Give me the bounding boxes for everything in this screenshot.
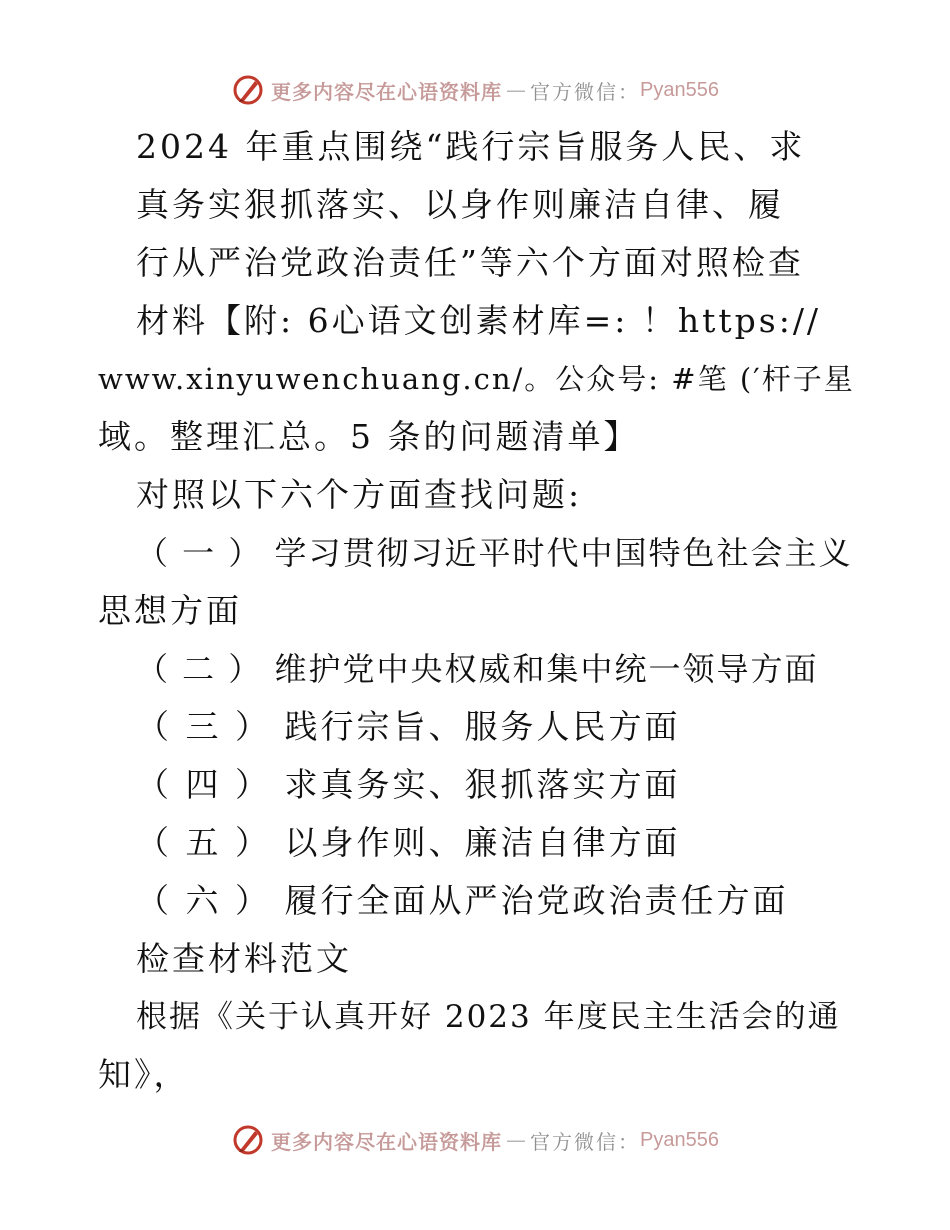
document-line: 根据《关于认真开好 2023 年度民主生活会的通: [136, 999, 841, 1035]
watermark-footer: [0, 1120, 950, 1160]
document-line: （ 五 ） 以身作则、廉洁自律方面: [136, 823, 681, 862]
document-line: （ 一 ） 学习贯彻习近平时代中国特色社会主义: [136, 534, 853, 572]
watermark-header: [0, 70, 950, 110]
watermark-official-label: 官方微信：: [530, 79, 641, 104]
watermark-separator: —: [506, 1128, 527, 1152]
pen-circle-logo-icon: [231, 1123, 265, 1157]
document-line: （ 六 ） 履行全面从严治党政治责任方面: [136, 881, 789, 920]
watermark-wechat-id: Pyan556: [640, 1128, 719, 1151]
watermark-separator: —: [506, 78, 527, 102]
document-body: [98, 118, 858, 1104]
document-line: （ 四 ） 求真务实、狠抓落实方面: [136, 765, 681, 804]
document-line: 材料【附: 6心语文创素材库=: ！https://: [136, 301, 822, 340]
watermark-official-label: 官方微信：: [530, 1129, 641, 1154]
document-line: 2024 年重点围绕“践行宗旨服务人民、求: [136, 127, 806, 166]
document-line: 对照以下六个方面查找问题:: [136, 475, 583, 514]
document-line: （ 三 ） 践行宗旨、服务人民方面: [136, 707, 681, 746]
pen-circle-logo-icon: [231, 73, 265, 107]
document-line: 域。整理汇总。5 条的问题清单】: [98, 417, 640, 456]
document-line: 思想方面: [98, 591, 242, 630]
document-line: 检查材料范文: [136, 939, 352, 978]
watermark-wechat-id: Pyan556: [640, 78, 719, 101]
watermark-brand-text: 更多内容尽在心语资料库: [271, 79, 503, 104]
document-line: 真务实狠抓落实、以身作则廉洁自律、履: [136, 185, 784, 224]
document-line: www.xinyuwenchuang.cn/。公众号: #笔 (′杆子星: [98, 362, 855, 396]
document-line: 知》，: [98, 1055, 190, 1094]
document-line: （ 二 ） 维护党中央权威和集中统一领导方面: [136, 650, 819, 688]
watermark-brand-text: 更多内容尽在心语资料库: [271, 1129, 503, 1154]
document-line: 行从严治党政治责任”等六个方面对照检查: [136, 243, 804, 282]
